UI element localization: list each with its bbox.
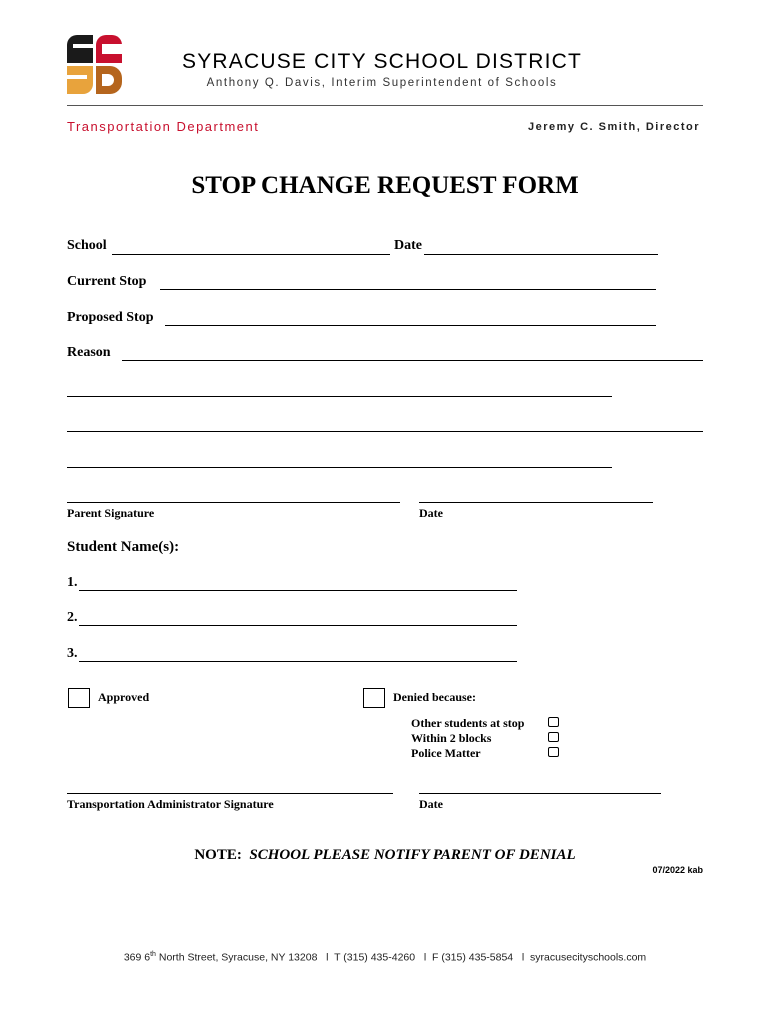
- approved-checkbox[interactable]: [68, 688, 90, 708]
- scsd-logo: [67, 35, 123, 95]
- denied-label: Denied because:: [393, 690, 476, 704]
- logo-s-top: [67, 35, 93, 63]
- current-stop-field[interactable]: [160, 289, 656, 290]
- parent-signature-field[interactable]: [67, 502, 400, 503]
- reason-field-line-3[interactable]: [67, 431, 703, 432]
- reason-field-line-2[interactable]: [67, 396, 612, 397]
- superintendent-line: Anthony Q. Davis, Interim Superintendent of Schools: [206, 77, 558, 89]
- note-text: SCHOOL PLEASE NOTIFY PARENT OF DENIAL: [249, 847, 576, 863]
- denied-checkbox[interactable]: [363, 688, 385, 708]
- admin-date-label: Date: [419, 797, 443, 811]
- form-title: STOP CHANGE REQUEST FORM: [191, 172, 579, 199]
- reason-label: Reason: [67, 345, 111, 360]
- denial-note: [0, 847, 770, 864]
- footer-address-post: North Street, Syracuse, NY 13208 l T (315) 435-4260 l F (315) 435-5854 l syracusecityschools.com: [155, 951, 647, 964]
- proposed-stop-label: Proposed Stop: [67, 310, 154, 325]
- admin-signature-field[interactable]: [67, 793, 393, 794]
- student-name-field-2[interactable]: [79, 625, 517, 626]
- student-number-1: 1.: [67, 575, 78, 590]
- denial-other-students-checkbox[interactable]: [548, 717, 559, 727]
- student-number-3: 3.: [67, 646, 78, 661]
- school-field[interactable]: [112, 254, 390, 255]
- denial-reason-other-students: Other students at stop: [411, 716, 525, 730]
- student-name-field-3[interactable]: [79, 661, 517, 662]
- department-name: Transportation Department: [67, 119, 260, 134]
- footer-address-sup: th: [150, 951, 156, 958]
- reason-field-line-4[interactable]: [67, 467, 612, 468]
- school-label: School: [67, 238, 107, 253]
- reason-field-line-1[interactable]: [122, 360, 703, 361]
- date-label: Date: [394, 238, 422, 253]
- admin-signature-label: Transportation Administrator Signature: [67, 797, 274, 811]
- director-name: Jeremy C. Smith, Director: [528, 121, 700, 133]
- current-stop-label: Current Stop: [67, 274, 147, 289]
- parent-date-label: Date: [419, 506, 443, 520]
- revision-code: 07/2022 kab: [652, 865, 703, 875]
- parent-date-field[interactable]: [419, 502, 653, 503]
- denial-within-blocks-checkbox[interactable]: [548, 732, 559, 742]
- denial-police-checkbox[interactable]: [548, 747, 559, 757]
- denial-reason-within-blocks: Within 2 blocks: [411, 731, 492, 745]
- approved-label: Approved: [98, 690, 150, 704]
- parent-signature-label: Parent Signature: [67, 506, 155, 520]
- admin-date-field[interactable]: [419, 793, 661, 794]
- header-divider: [67, 105, 703, 106]
- student-names-label: Student Name(s):: [67, 539, 180, 555]
- footer-address: [0, 951, 770, 964]
- student-name-field-1[interactable]: [79, 590, 517, 591]
- student-number-2: 2.: [67, 610, 78, 625]
- date-field[interactable]: [424, 254, 658, 255]
- footer-address-pre: 369 6: [123, 951, 151, 964]
- district-name: SYRACUSE CITY SCHOOL DISTRICT: [181, 50, 583, 73]
- note-prefix: NOTE:: [194, 847, 242, 863]
- proposed-stop-field[interactable]: [165, 325, 656, 326]
- denial-reason-police: Police Matter: [411, 746, 481, 760]
- logo-s-bottom: [67, 66, 93, 94]
